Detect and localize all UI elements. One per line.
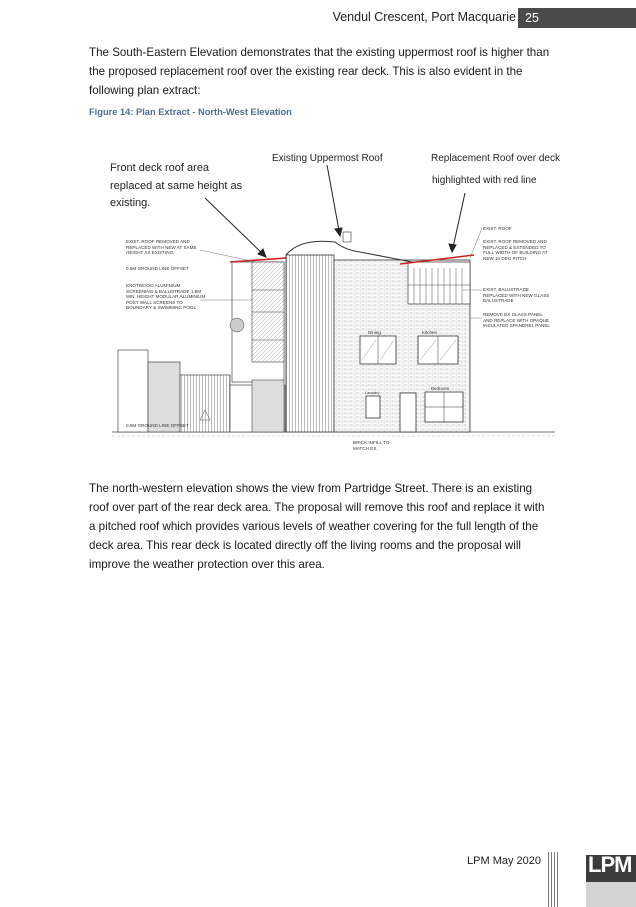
cladding-tower (286, 255, 334, 432)
note-left-2: 0.5M GROUND LINE OFFSET (126, 266, 189, 271)
front-roof-highlight (230, 258, 286, 262)
note-left-4: 0.5M GROUND LINE OFFSET (126, 423, 189, 428)
intro-paragraph: The South-Eastern Elevation demonstrates that the existing uppermost roof is higher than the proposed replacement roof over the existing rear deck. This is also evident in the following plan extract: (89, 46, 550, 97)
lpm-logo-text: LPM (588, 852, 632, 877)
note-left-3: KNOTWOOD ALUMINIUM SCREENING & BALUSTRADE 1.8M MIN. HEIGHT MODULAR ALUMINIUM POST WALL SCREENS TO BOUNDARY & SWIMMING POOL (126, 283, 206, 311)
note-left-1: EXIST. ROOF REMOVED AND REPLACED WITH NEW AT SAME HEIGHT AS EXISTING. (126, 239, 197, 256)
door-rear (400, 393, 416, 432)
window-bedroom (425, 392, 463, 422)
callout-front-deck: Front deck roof area replaced at same height as existing. (110, 162, 243, 209)
left-wall (118, 350, 148, 432)
arrow-replacement-roof (452, 193, 465, 252)
callout-replacement-roof: Replacement Roof over deck (431, 153, 560, 164)
footer-text: LPM May 2020 (467, 855, 541, 867)
callout-existing-roof: Existing Uppermost Roof (272, 153, 383, 164)
note-right-2: EXIST. ROOF REMOVED AND REPLACED & EXTENDED TO FULL WIDTH OF BUILDING AT NEW 10 DEG PITCH (483, 239, 548, 261)
label-bedroom: Bedroom (431, 386, 450, 391)
page-number-badge: 25 (518, 8, 636, 28)
figure-caption: Figure 14: Plan Extract - North-West Elevation (89, 107, 292, 117)
label-kitchen: Kitchen (422, 330, 438, 335)
rear-deck (408, 262, 470, 304)
note-right-1: EXIST. ROOF (483, 226, 512, 231)
note-right-4: REMOVE EX GLASS PANEL AND REPLACE WITH OPAQUE INSULATED SPANDREL PANEL (483, 312, 550, 329)
label-dining: Dining (368, 330, 381, 335)
window-dining (360, 336, 396, 364)
note-bottom: BRICK INFILL TO MATCH EX. (353, 440, 390, 451)
header-title: Vendul Crescent, Port Macquarie (332, 10, 516, 24)
callout-highlighted: highlighted with red line (432, 175, 537, 186)
window-kitchen (418, 336, 458, 364)
closing-paragraph: The north-western elevation shows the view from Partridge Street. There is an existing roof over part of the rear deck area. The proposal will remove this roof and replace it with a pitched roof which provides various levels of weather covering for the full length of the deck area. This rear deck is located directly off the living rooms and the proposal will improve the weather protection over this area. (89, 482, 545, 571)
label-laundry: Laundry (365, 390, 380, 395)
window-laundry (366, 396, 380, 418)
note-right-3: EXIST. BALUSTRADE REPLACED WITH NEW GLASS BALUSTRADE (483, 287, 550, 304)
arrow-existing-roof (327, 165, 340, 236)
footer-rule-lines (548, 852, 558, 907)
